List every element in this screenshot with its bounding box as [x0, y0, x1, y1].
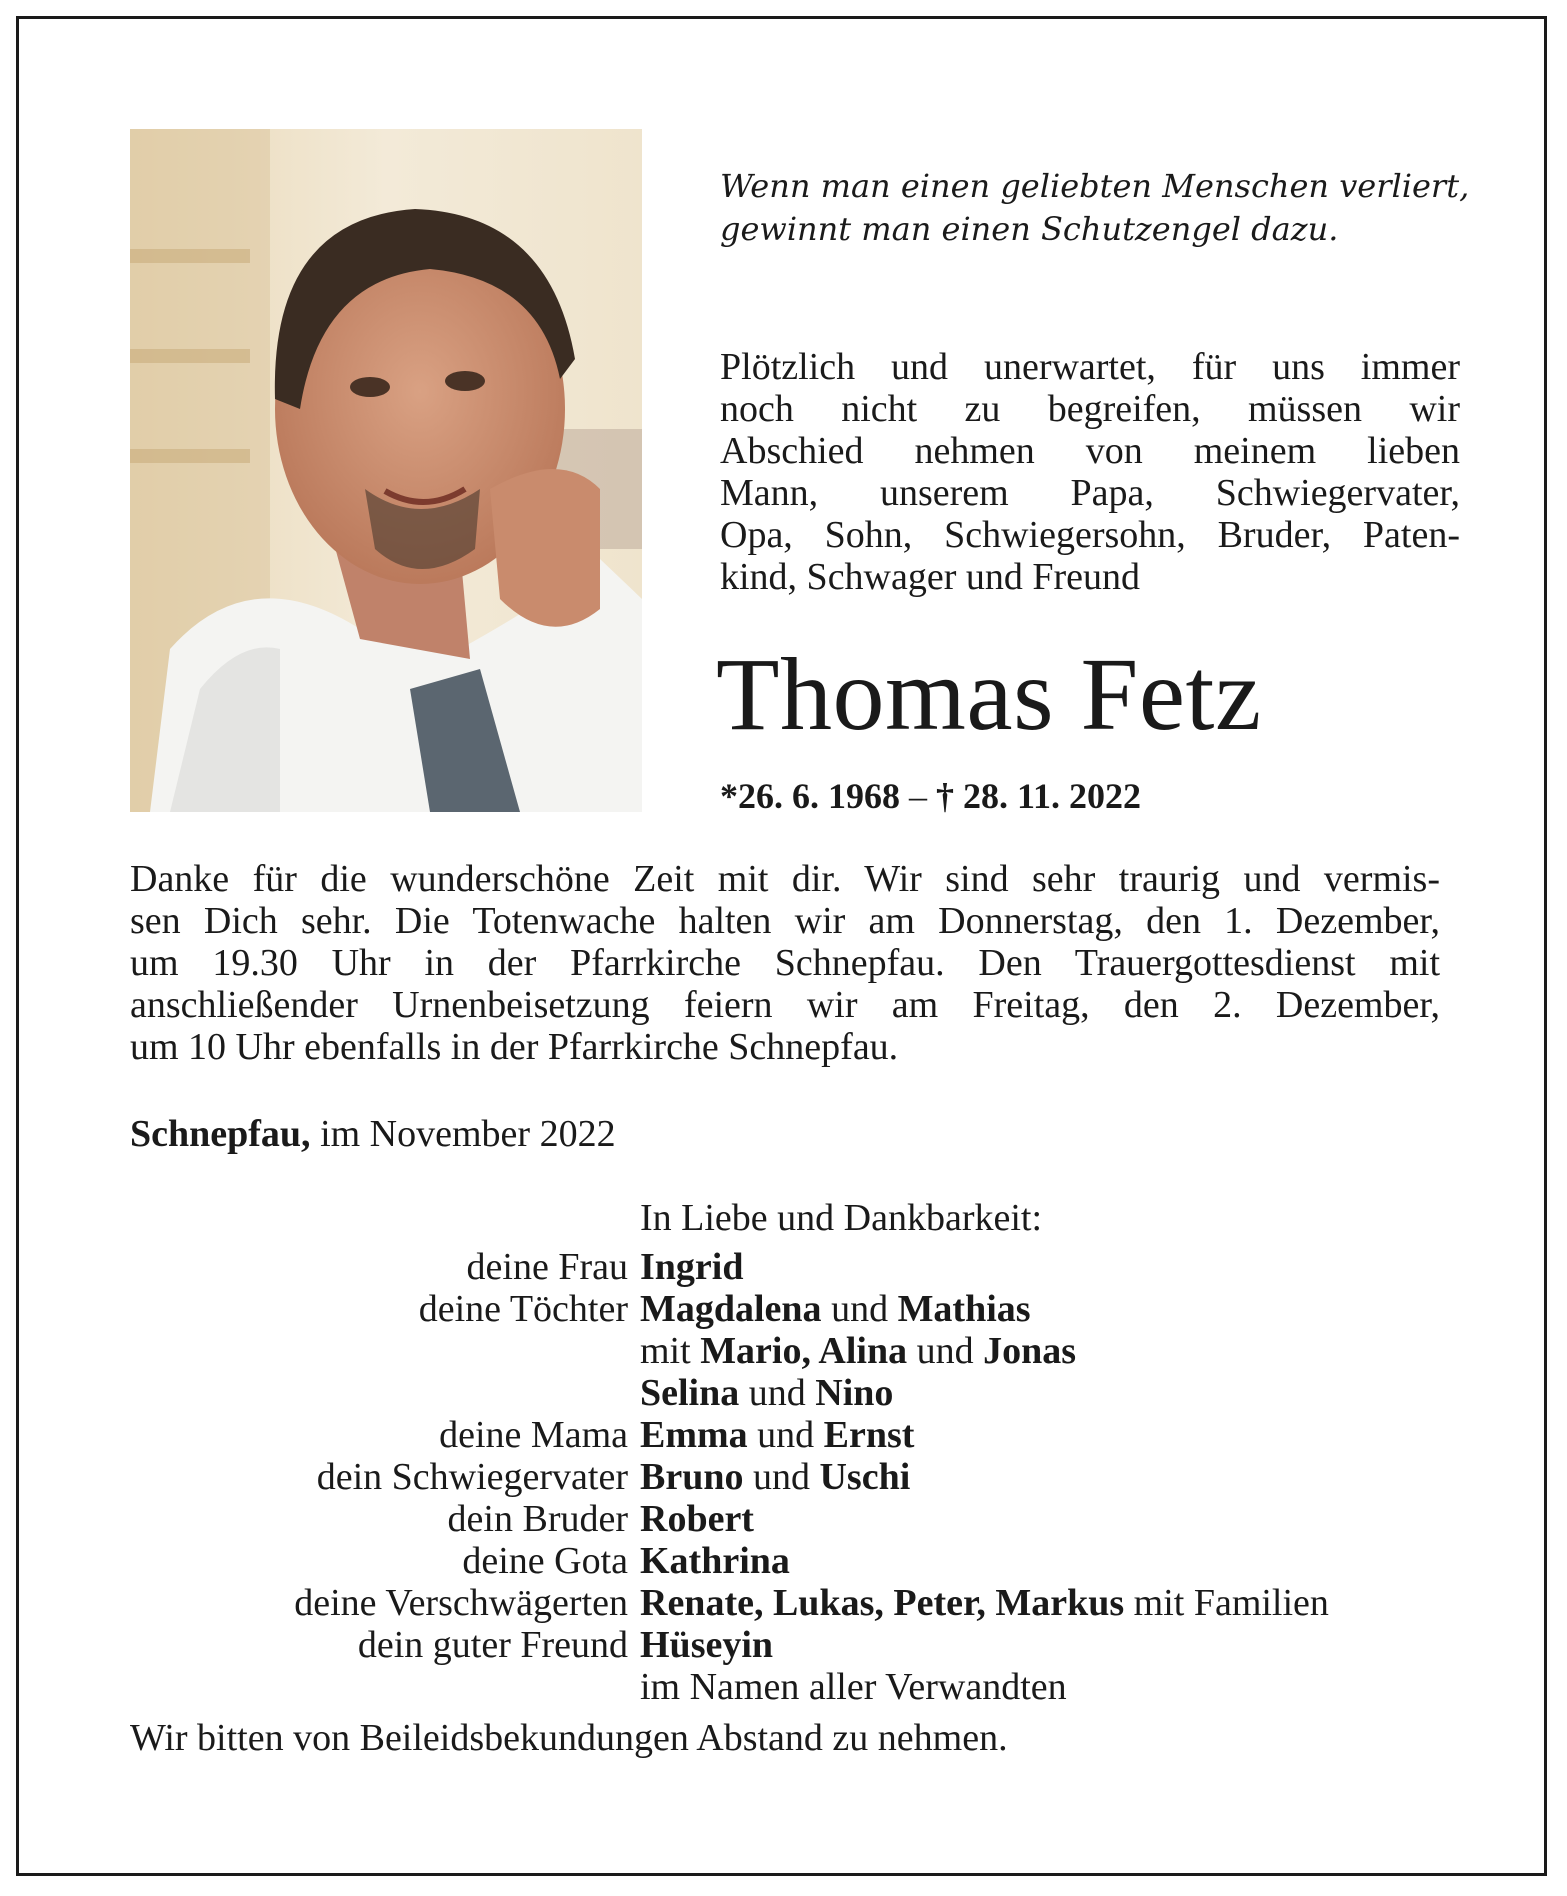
place-date-line: [130, 1113, 616, 1155]
mourner-name: Selina: [640, 1372, 740, 1414]
mourner-name: Renate, Lukas, Peter, Markus: [640, 1582, 1125, 1624]
mourner-name: Robert: [640, 1498, 754, 1540]
mourner-name: Kathrina: [640, 1540, 790, 1582]
quote-line: gewinnt man einen Schutzengel dazu.: [720, 210, 1339, 248]
mourner-name: Mario, Alina: [700, 1330, 908, 1372]
mourner-relation: [130, 1372, 640, 1414]
portrait-photo: [130, 129, 642, 812]
mourner-relation: deine Frau: [466, 1246, 628, 1288]
mourner-row: [130, 1414, 1530, 1456]
closing-note: Wir bitten von Beileidsbekundungen Abstand zu nehmen.: [130, 1717, 1008, 1759]
mourner-relation: [130, 1330, 640, 1372]
thanks-line: In Liebe und Dankbarkeit:: [640, 1197, 1043, 1239]
mourner-names: [640, 1540, 1530, 1582]
body-line: Danke für die wunderschöne Zeit mit dir. Wir sind sehr traurig und vermis-: [130, 858, 1440, 900]
mourner-names: [640, 1246, 1530, 1288]
death-date: † 28. 11. 2022: [936, 776, 1142, 816]
mourner-relation: [130, 1666, 640, 1708]
intro-line: kind, Schwager und Freund: [720, 556, 1141, 598]
date-separator: –: [900, 776, 936, 816]
mourner-row: [130, 1456, 1530, 1498]
mourner-connector: und: [743, 1456, 820, 1498]
mourner-name: Ernst: [823, 1414, 915, 1456]
mourner-row: [130, 1498, 1530, 1540]
mourner-names: [640, 1372, 1530, 1414]
intro-line: noch nicht zu begreifen, müssen wir: [720, 388, 1460, 430]
mourner-names: [640, 1582, 1530, 1624]
mourner-row: [130, 1288, 1530, 1330]
mourner-connector: und: [739, 1372, 816, 1414]
mourner-name: Nino: [815, 1372, 894, 1414]
mourner-name: Mathias: [897, 1288, 1031, 1330]
body-line: anschließender Urnenbeisetzung feiern wir am Freitag, den 2. Dezember,: [130, 984, 1440, 1026]
mourner-name: Jonas: [983, 1330, 1076, 1372]
memorial-quote: [720, 165, 1490, 251]
mourner-connector: und: [747, 1414, 824, 1456]
mourner-name: Hüseyin: [640, 1624, 774, 1666]
mourners-list: [130, 1246, 1530, 1708]
mourner-row: [130, 1666, 1530, 1708]
portrait-illustration: [130, 129, 642, 812]
mourner-relation: deine Gota: [462, 1540, 628, 1582]
intro-line: Mann, unserem Papa, Schwiegervater,: [720, 472, 1460, 514]
mourner-row: [130, 1330, 1530, 1372]
body-line: sen Dich sehr. Die Totenwache halten wir am Donnerstag, den 1. Dezember,: [130, 900, 1440, 942]
mourner-name: Uschi: [819, 1456, 911, 1498]
mourner-row: [130, 1582, 1530, 1624]
mourner-name: Emma: [640, 1414, 748, 1456]
mourner-names: [640, 1288, 1530, 1330]
body-line: um 10 Uhr ebenfalls in der Pfarrkirche Schnepfau.: [130, 1026, 899, 1068]
service-announcement: [130, 858, 1440, 1068]
mourner-connector: und: [907, 1330, 984, 1372]
mourner-name: Bruno: [640, 1456, 744, 1498]
intro-line: Plötzlich und unerwartet, für uns immer: [720, 346, 1460, 388]
body-line: um 19.30 Uhr in der Pfarrkirche Schnepfau. Den Trauergottesdienst mit: [130, 942, 1440, 984]
mourner-names: [640, 1330, 1530, 1372]
mourner-name: Magdalena: [640, 1288, 822, 1330]
mourner-name: Ingrid: [640, 1246, 744, 1288]
mourner-connector: mit Familien: [1124, 1582, 1329, 1624]
mourner-connector: im Namen aller Verwandten: [640, 1666, 1067, 1708]
mourner-row: [130, 1624, 1530, 1666]
place-town: Schnepfau,: [130, 1113, 311, 1155]
intro-paragraph: [720, 346, 1460, 598]
quote-line: Wenn man einen geliebten Menschen verliert,: [720, 167, 1470, 205]
intro-line: Abschied nehmen von meinem lieben: [720, 430, 1460, 472]
mourner-names: [640, 1666, 1530, 1708]
mourner-relation: deine Töchter: [418, 1288, 628, 1330]
life-dates: [720, 775, 1141, 817]
mourner-connector: und: [821, 1288, 898, 1330]
mourner-relation: deine Mama: [439, 1414, 628, 1456]
mourner-connector: mit: [640, 1330, 701, 1372]
mourner-row: [130, 1540, 1530, 1582]
mourner-names: [640, 1456, 1530, 1498]
mourner-names: [640, 1624, 1530, 1666]
birth-date: *26. 6. 1968: [720, 776, 900, 816]
intro-line: Opa, Sohn, Schwiegersohn, Bruder, Paten-: [720, 514, 1460, 556]
deceased-name: Thomas Fetz: [716, 637, 1262, 752]
mourner-relation: dein Bruder: [447, 1498, 628, 1540]
mourner-names: [640, 1498, 1530, 1540]
mourner-names: [640, 1414, 1530, 1456]
mourner-row: [130, 1246, 1530, 1288]
mourner-relation: dein guter Freund: [357, 1624, 628, 1666]
place-date: im November 2022: [310, 1113, 616, 1155]
mourner-relation: dein Schwiegervater: [316, 1456, 628, 1498]
mourner-row: [130, 1372, 1530, 1414]
mourner-relation: deine Verschwägerten: [294, 1582, 628, 1624]
